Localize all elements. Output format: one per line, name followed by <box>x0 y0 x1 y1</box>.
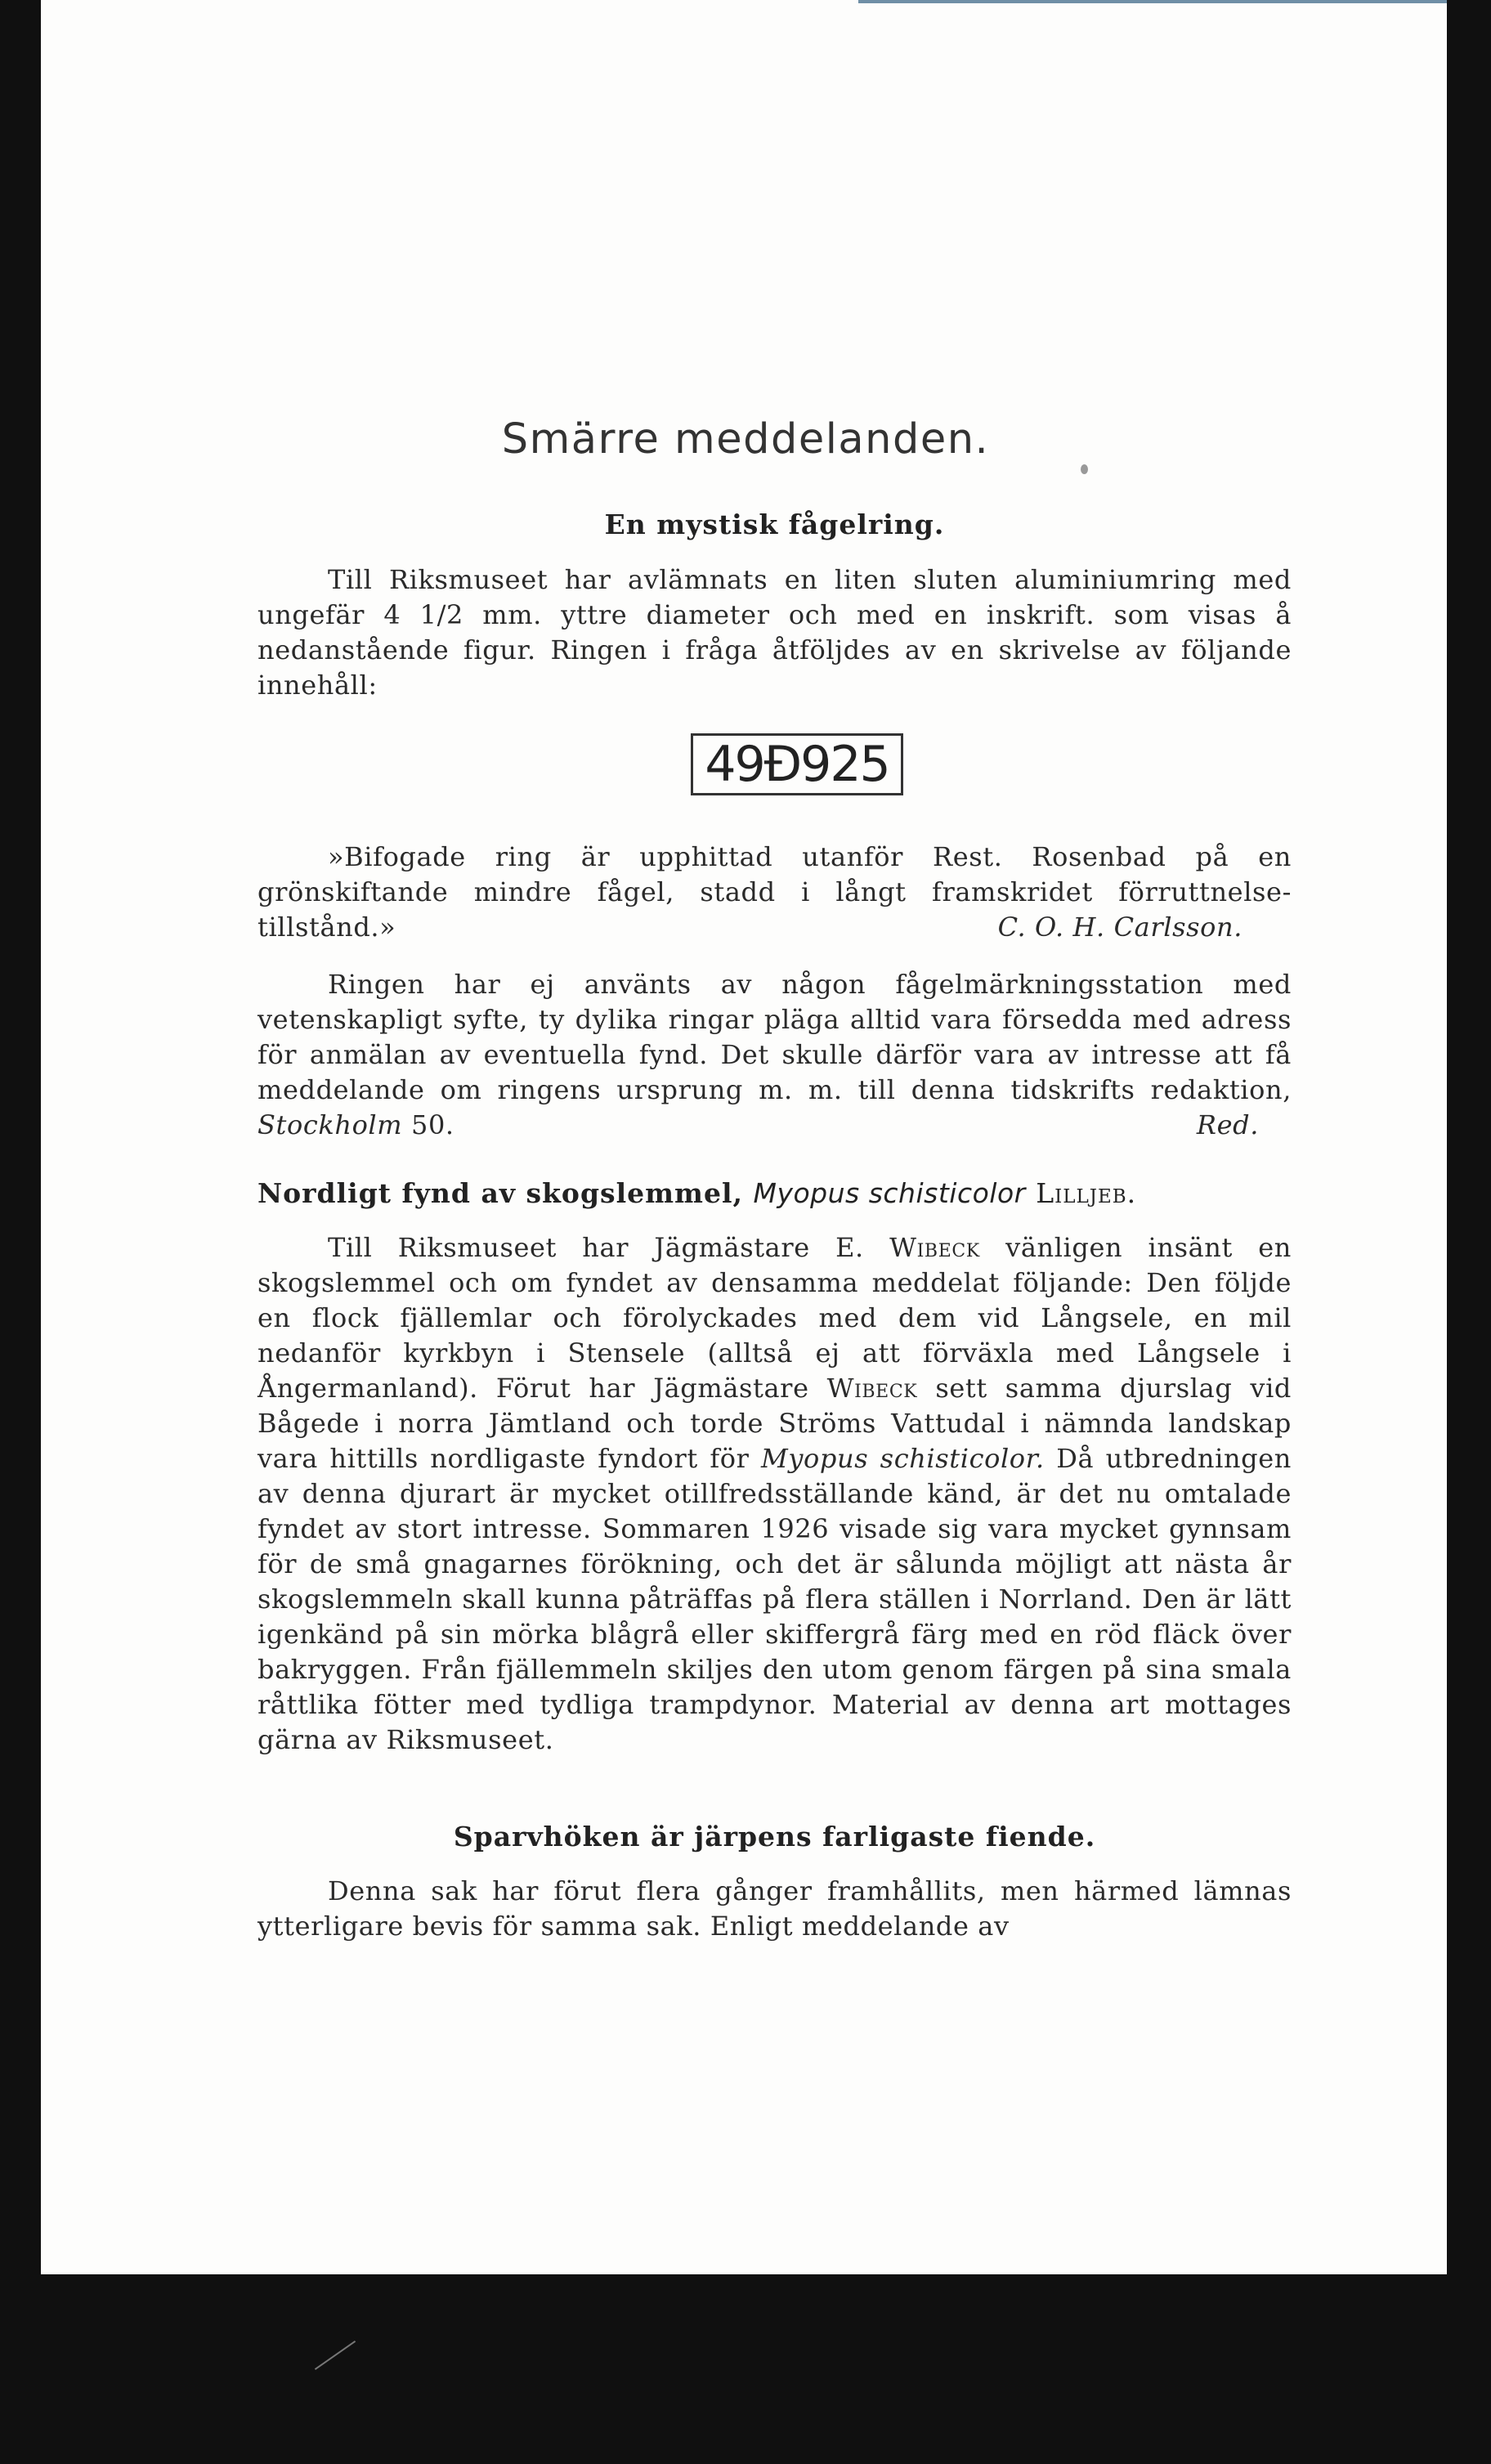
scan-scratch <box>315 2341 356 2370</box>
lemming-paragraph <box>257 1230 1292 1758</box>
text-part-1: Till Riksmuseet har Jägmästare E. <box>328 1232 864 1263</box>
place-name: Stockholm <box>257 1109 403 1140</box>
title-species: Myopus schisticolor <box>753 1177 1026 1209</box>
article-title-lemming <box>257 1177 1292 1209</box>
title-author: Lilljeb. <box>1036 1177 1137 1209</box>
species-inline: Myopus schisticolor. <box>761 1443 1045 1474</box>
person-name-2: Wibeck <box>826 1373 918 1404</box>
person-name-1: Wibeck <box>889 1232 980 1263</box>
ring-inscription-figure: 49Ð925 <box>691 733 903 795</box>
editor-signature: Red. <box>1196 1109 1259 1140</box>
text-part-4: Då utbredningen av denna djurart är mycket otillfredsställande känd, är det nu omtalade fyndet av stort intresse. Sommaren 1926 visade sig vara mycket gynnsam för de små gnagarnes förökning, och det är sålunda möjligt att nästa år skogslemmeln skall kunna påträffas på flera ställen i Norrland. Den är lätt igenkänd på sin mörka blågrå eller skiffergrå färg med en röd fläck över bakryggen. Från fjällemmeln skiljes den utom genom färgen på sina smala råttlika fötter med tydliga trampdynor. Material av denna art mottages gärna av Riksmuseet. <box>257 1443 1292 1755</box>
intro-paragraph: Till Riksmuseet har avlämnats en liten sluten aluminiumring med ungefär 4 1/2 mm. yttre diameter och med en inskrift. som visas å nedanstående figur. Ringen i fråga åtföljdes av en skrivelse av följande innehåll: <box>257 564 1292 701</box>
article-title-sparrowhawk: Sparvhöken är järpens farligaste fiende. <box>453 1821 1096 1852</box>
text-part-2: vänligen insänt en skogslemmel och om fyndet av densamma meddelat följande: Den följde en flock fjällemlar och förolyckades med dem vid Långsele, en mil nedanför kyrkbyn i Stensele (alltså ej att förväxla med Långsele i Ångermanland). Förut har Jägmästare <box>257 1232 1292 1404</box>
article-ring-intro <box>257 562 1292 703</box>
quote-signature: C. O. H. Carlsson. <box>997 912 1242 943</box>
body-text: Ringen har ej använts av någon fågelmärkningsstation med vetenskapligt syfte, ty dylika ringar pläga alltid vara försedda med adress för anmälan av eventuella fynd. Det skulle därför vara av intresse att få meddelande om ringens ursprung m. m. till denna tidskrifts redaktion, <box>257 969 1292 1105</box>
article-ring-quote <box>257 840 1292 945</box>
ink-speck <box>1081 464 1088 474</box>
scan-edge <box>858 0 1447 3</box>
text-part-3: sett samma djurslag vid Bågede i norra Jämtland och torde Ströms Vattudal i nämnda landskap vara hittills nordligaste fyndort för <box>257 1373 1292 1474</box>
article-sparrowhawk-body <box>257 1874 1292 1944</box>
title-main: Nordligt fynd av skogslemmel, <box>257 1177 743 1209</box>
article-title-ring: En mystisk fågelring. <box>604 508 945 540</box>
postcode: 50. <box>411 1109 454 1140</box>
quote-paragraph: »Bifogade ring är upphittad utanför Rest. Rosenbad på en grönskiftande mindre fågel, stadd i långt framskridet förruttnelse-tillstånd.» <box>257 841 1292 943</box>
section-title: Smärre meddelanden. <box>501 415 990 464</box>
sparrowhawk-paragraph: Denna sak har förut flera gånger framhållits, men härmed lämnas ytterligare bevis för samma sak. Enligt meddelande av <box>257 1875 1292 1942</box>
article-lemming-body <box>257 1230 1292 1758</box>
article-ring-body <box>257 967 1292 1143</box>
